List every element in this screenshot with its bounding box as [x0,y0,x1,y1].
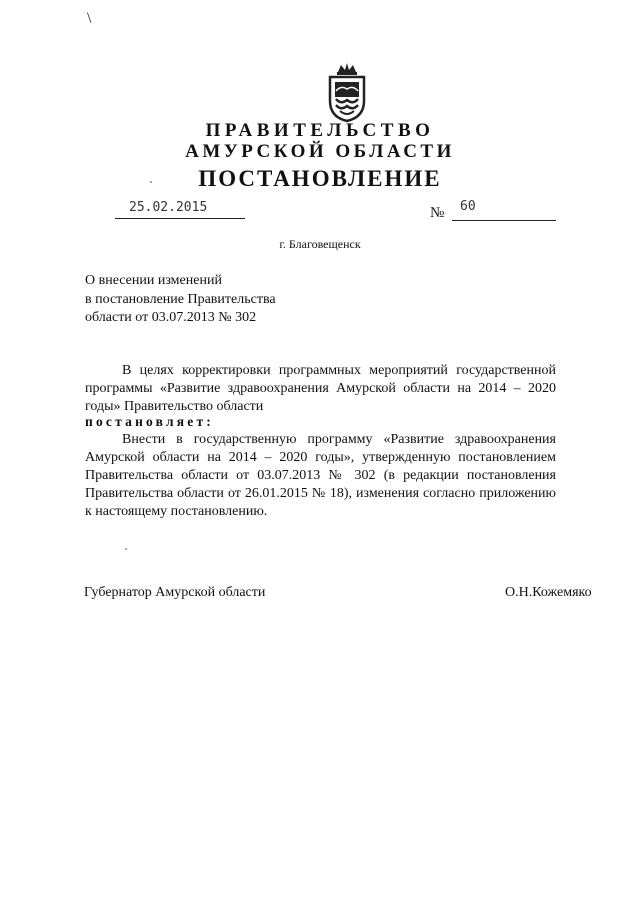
number-sign: № [430,205,445,221]
corner-handwritten-mark: \ [87,10,92,27]
number-underline [452,220,556,221]
subject-line: О внесении изменений [85,273,222,288]
organization-name-line2: АМУРСКОЙ ОБЛАСТИ [185,141,455,162]
city-name: г. Благовещенск [279,237,361,251]
document-date: 25.02.2015 [129,200,208,215]
document-type-title: ПОСТАНОВЛЕНИЕ [198,166,442,191]
operative-paragraph: Внести в государственную программу «Развитие здравоохранения Амурской области на 2014 – 2020 годы», утвержденную постановлением Правительства области от 03.07.2013 № 302 (в редакции постановления Правительства области от 26.01.2015 № 18), изменения согласно приложению к настоящему постановлению. [85,432,556,519]
scan-artifact [150,181,152,183]
subject-line: в постановление Правительства [85,291,276,307]
document-subject [85,272,276,328]
preamble-paragraph: В целях корректировки программных мероприятий государственной программы «Развитие здравоохранения Амурской области на 2014 – 2020 годы» Правительство области [85,363,556,414]
signatory-name: О.Н.Кожемяко [505,585,592,600]
signatory-position: Губернатор Амурской области [84,585,266,600]
scan-artifact [125,548,127,550]
decree-word: постановляет: [85,414,214,429]
document-number: 60 [460,199,476,214]
amur-region-coat-of-arms-icon [326,61,368,123]
subject-line: области от 03.07.2013 № 302 [85,310,257,325]
organization-name-line1: ПРАВИТЕЛЬСТВО [205,120,435,141]
date-underline [115,218,245,219]
